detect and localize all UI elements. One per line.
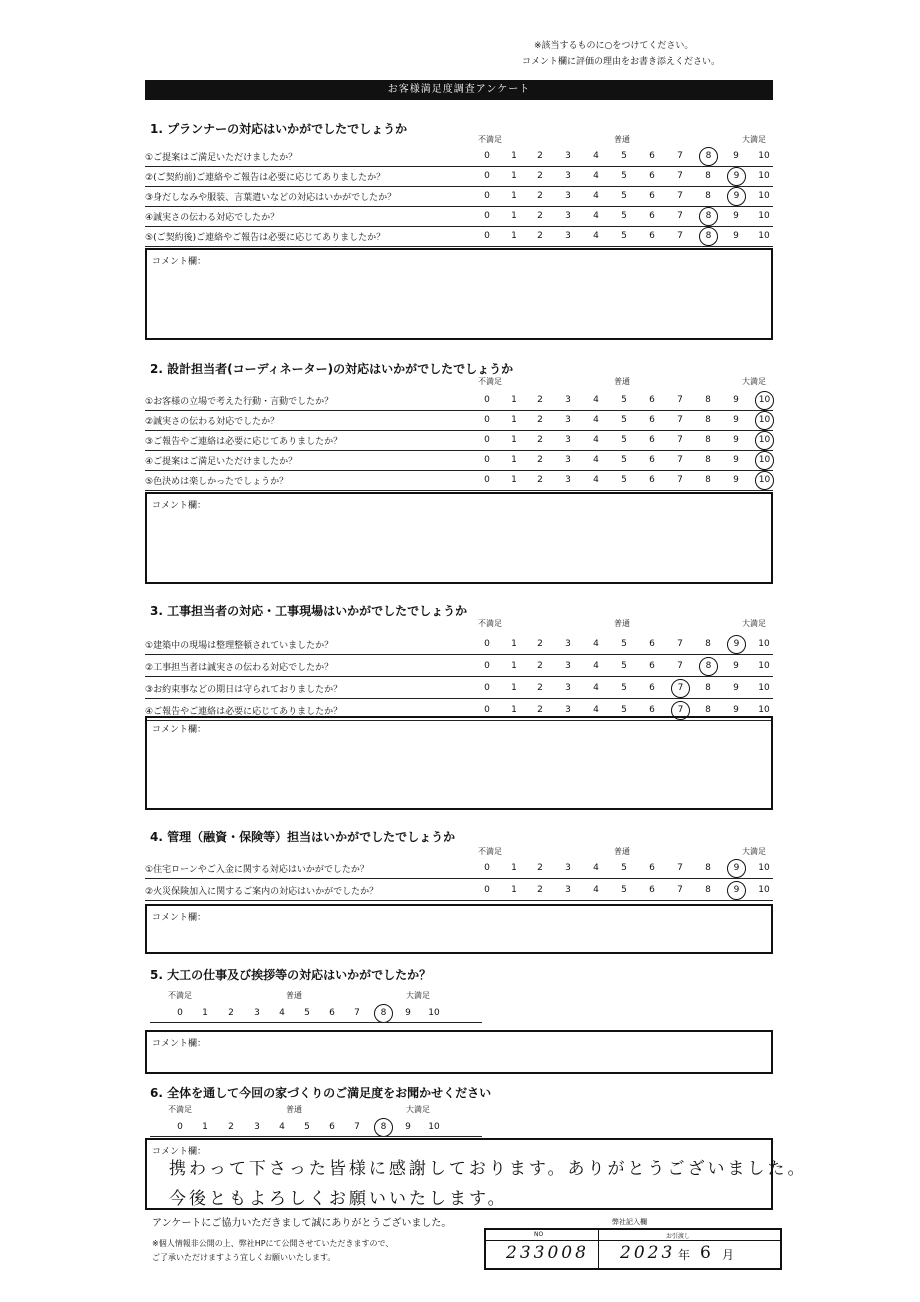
rating-option[interactable]: 5	[621, 475, 627, 485]
rating-option[interactable]: 0	[484, 191, 490, 201]
rating-option[interactable]: 1	[511, 151, 517, 161]
rating-underline	[150, 1136, 482, 1137]
rating-option[interactable]: 4	[593, 475, 599, 485]
scale-mid-label: 普通	[286, 991, 302, 1000]
question-text: ②火災保険加入に関するご案内の対応はいかがでしたか？	[145, 887, 379, 897]
rating-option[interactable]: 5	[621, 191, 627, 201]
question-text: ①建築中の現場は整理整頓されていましたか？	[145, 641, 334, 651]
rating-option[interactable]: 8	[705, 455, 711, 465]
rating-option[interactable]: 7	[677, 885, 683, 895]
rating-option[interactable]: 9	[405, 1122, 411, 1132]
rating-option[interactable]: 1	[202, 1008, 208, 1018]
rating-option[interactable]: 8	[705, 415, 711, 425]
rating-option[interactable]: 2	[537, 395, 543, 405]
rating-option[interactable]: 6	[649, 661, 655, 671]
rating-option[interactable]: 4	[593, 661, 599, 671]
scale-high-label: 大満足	[742, 619, 766, 628]
section-title: 2. 設計担当者(コーディネーター)の対応はいかがでしたでしょうか	[150, 362, 514, 376]
question-text: ②(ご契約前)ご連絡やご報告は必要に応じてありましたか？	[145, 173, 386, 183]
rating-option[interactable]: 2	[537, 863, 543, 873]
rating-option-selected[interactable]: 9	[727, 635, 746, 654]
scale-low-label: 不満足	[168, 1105, 192, 1114]
rating-option[interactable]: 5	[621, 415, 627, 425]
rating-option[interactable]: 9	[733, 455, 739, 465]
section-title: 5. 大工の仕事及び挨拶等の対応はいかがでしたか？	[150, 968, 432, 982]
rating-option-selected[interactable]: 8	[699, 657, 718, 676]
question-text: ①住宅ローンやご入金に関する対応はいかがでしたか？	[145, 865, 369, 875]
rating-option-selected[interactable]: 10	[755, 431, 774, 450]
rating-option[interactable]: 2	[537, 705, 543, 715]
rating-option[interactable]: 7	[677, 231, 683, 241]
rating-option-selected[interactable]: 9	[727, 859, 746, 878]
rating-option[interactable]: 10	[758, 211, 770, 221]
rating-option[interactable]: 2	[228, 1008, 234, 1018]
scale-high-label: 大満足	[742, 377, 766, 386]
rating-option[interactable]: 3	[565, 661, 571, 671]
rating-option[interactable]: 2	[537, 455, 543, 465]
rating-option[interactable]: 10	[758, 863, 770, 873]
rating-option[interactable]: 9	[733, 683, 739, 693]
privacy-note: ※個人情報非公開の上、弊社HPにて公開させていただきますので、	[152, 1239, 394, 1248]
rating-option[interactable]: 6	[649, 475, 655, 485]
rating-option[interactable]: 1	[511, 639, 517, 649]
instruction-note: コメント欄に評価の理由をお書き添えください。	[522, 57, 721, 67]
rating-option[interactable]: 10	[758, 191, 770, 201]
rating-option[interactable]: 5	[621, 171, 627, 181]
rating-option[interactable]: 9	[733, 705, 739, 715]
rating-option[interactable]: 2	[537, 171, 543, 181]
scale-mid-label: 普通	[614, 135, 630, 144]
rating-option[interactable]: 2	[537, 415, 543, 425]
thanks-text: アンケートにご協力いただきまして誠にありがとうございました。	[152, 1218, 452, 1229]
rating-option[interactable]: 3	[565, 863, 571, 873]
rating-option-selected[interactable]: 10	[755, 471, 774, 490]
rating-option[interactable]: 8	[705, 639, 711, 649]
rating-option[interactable]: 6	[649, 231, 655, 241]
rating-option[interactable]: 3	[565, 415, 571, 425]
rating-option[interactable]: 1	[511, 435, 517, 445]
rating-option[interactable]: 1	[202, 1122, 208, 1132]
rating-option[interactable]: 7	[677, 639, 683, 649]
rating-option[interactable]: 2	[537, 191, 543, 201]
rating-option-selected[interactable]: 9	[727, 881, 746, 900]
question-text: ④誠実さの伝わる対応でしたか？	[145, 213, 280, 223]
rating-option[interactable]: 3	[565, 171, 571, 181]
handover-year: 2023	[620, 1243, 676, 1263]
rating-option[interactable]: 1	[511, 191, 517, 201]
rating-option[interactable]: 7	[677, 415, 683, 425]
rating-option[interactable]: 10	[428, 1122, 440, 1132]
no-label: NO	[534, 1231, 544, 1238]
rating-option[interactable]: 2	[537, 151, 543, 161]
rating-option-selected[interactable]: 10	[755, 391, 774, 410]
rating-option[interactable]: 3	[565, 151, 571, 161]
comment-label: コメント欄：	[152, 725, 207, 735]
rating-option-selected[interactable]: 8	[374, 1004, 393, 1023]
question-text: ①ご提案はご満足いただけましたか？	[145, 153, 298, 163]
comment-label: コメント欄：	[152, 913, 207, 923]
rating-option[interactable]: 8	[705, 683, 711, 693]
rating-option[interactable]: 9	[733, 231, 739, 241]
rating-option[interactable]: 5	[621, 211, 627, 221]
rating-option[interactable]: 0	[484, 863, 490, 873]
rating-option[interactable]: 0	[484, 415, 490, 425]
office-use-box	[484, 1228, 782, 1270]
rating-option[interactable]: 10	[758, 885, 770, 895]
rating-option[interactable]: 10	[758, 151, 770, 161]
question-text: ①お客様の立場で考えた行動・言動でしたか？	[145, 397, 334, 407]
rating-option[interactable]: 0	[484, 151, 490, 161]
scale-high-label: 大満足	[742, 135, 766, 144]
scale-mid-label: 普通	[614, 847, 630, 856]
rating-option[interactable]: 2	[228, 1122, 234, 1132]
rating-option[interactable]: 7	[677, 211, 683, 221]
comment-box-4[interactable]	[145, 904, 773, 954]
handwritten-comment: 携わって下さった皆様に感謝しております。ありがとうございました。	[169, 1159, 808, 1179]
rating-option-selected[interactable]: 7	[671, 679, 690, 698]
rating-option[interactable]: 4	[279, 1008, 285, 1018]
instruction-note: ※該当するものに○をつけてください。	[534, 41, 694, 51]
rating-option[interactable]: 9	[733, 151, 739, 161]
rating-option[interactable]: 4	[593, 191, 599, 201]
rating-option[interactable]: 2	[537, 435, 543, 445]
comment-label: コメント欄：	[152, 257, 207, 267]
rating-option[interactable]: 3	[565, 683, 571, 693]
rating-option[interactable]: 4	[593, 705, 599, 715]
rating-option[interactable]: 7	[677, 151, 683, 161]
rating-option[interactable]: 10	[758, 683, 770, 693]
rating-option-selected[interactable]: 9	[727, 167, 746, 186]
scale-low-label: 不満足	[478, 135, 502, 144]
rating-option[interactable]: 4	[593, 863, 599, 873]
rating-option[interactable]: 0	[484, 395, 490, 405]
rating-option[interactable]: 8	[705, 863, 711, 873]
rating-option[interactable]: 5	[621, 639, 627, 649]
rating-option[interactable]: 2	[537, 661, 543, 671]
rating-option[interactable]: 8	[705, 435, 711, 445]
rating-option[interactable]: 2	[537, 683, 543, 693]
rating-option[interactable]: 4	[593, 171, 599, 181]
rating-option[interactable]: 7	[677, 435, 683, 445]
rating-option[interactable]: 4	[593, 639, 599, 649]
rating-option[interactable]: 2	[537, 211, 543, 221]
rating-option[interactable]: 3	[254, 1122, 260, 1132]
section-title: 1. プランナーの対応はいかがでしたでしょうか	[150, 122, 408, 136]
rating-option[interactable]: 5	[621, 705, 627, 715]
rating-option[interactable]: 4	[593, 395, 599, 405]
rating-option[interactable]: 4	[593, 885, 599, 895]
comment-box-3[interactable]	[145, 716, 773, 810]
rating-option[interactable]: 3	[565, 211, 571, 221]
record-number: 233008	[506, 1243, 589, 1263]
rating-option[interactable]: 4	[593, 455, 599, 465]
scale-mid-label: 普通	[614, 619, 630, 628]
rating-option[interactable]: 5	[621, 885, 627, 895]
rating-option[interactable]: 6	[649, 395, 655, 405]
rating-option[interactable]: 0	[484, 705, 490, 715]
month-unit: 月	[722, 1248, 735, 1262]
scale-high-label: 大満足	[406, 991, 430, 1000]
scale-low-label: 不満足	[478, 847, 502, 856]
rating-option[interactable]: 0	[484, 435, 490, 445]
rating-option[interactable]: 9	[733, 661, 739, 671]
office-use-label: 弊社記入欄	[612, 1218, 647, 1226]
rating-option[interactable]: 0	[484, 661, 490, 671]
rating-option[interactable]: 1	[511, 661, 517, 671]
rating-option[interactable]: 9	[405, 1008, 411, 1018]
section-title: 3. 工事担当者の対応・工事現場はいかがでしたでしょうか	[150, 604, 468, 618]
rating-option[interactable]: 5	[621, 435, 627, 445]
question-text: ②工事担当者は誠実さの伝わる対応でしたか？	[145, 663, 334, 673]
rating-option[interactable]: 5	[621, 151, 627, 161]
rating-option[interactable]: 10	[758, 639, 770, 649]
question-text: ③ご報告やご連絡は必要に応じてありましたか？	[145, 437, 343, 447]
rating-option[interactable]: 3	[565, 455, 571, 465]
scale-mid-label: 普通	[286, 1105, 302, 1114]
question-text: ④ご報告やご連絡は必要に応じてありましたか？	[145, 707, 343, 717]
rating-option[interactable]: 6	[649, 211, 655, 221]
rating-option[interactable]: 3	[254, 1008, 260, 1018]
question-text: ⑤(ご契約後)ご連絡やご報告は必要に応じてありましたか？	[145, 233, 386, 243]
rating-option[interactable]: 5	[621, 395, 627, 405]
rating-option[interactable]: 1	[511, 415, 517, 425]
rating-option[interactable]: 2	[537, 885, 543, 895]
rating-option[interactable]: 3	[565, 435, 571, 445]
rating-option[interactable]: 2	[537, 639, 543, 649]
handover-label: お引渡し	[666, 1233, 691, 1240]
rating-option[interactable]: 5	[621, 231, 627, 241]
rating-option[interactable]: 1	[511, 211, 517, 221]
rating-option[interactable]: 3	[565, 395, 571, 405]
privacy-note: ご了承いただけますよう宜しくお願いいたします。	[152, 1253, 336, 1262]
question-text: ③お約束事などの期日は守られておりましたか？	[145, 685, 343, 695]
rating-option[interactable]: 0	[484, 683, 490, 693]
rating-option[interactable]: 0	[484, 885, 490, 895]
rating-option[interactable]: 1	[511, 455, 517, 465]
rating-option[interactable]: 4	[593, 231, 599, 241]
rating-option[interactable]: 0	[484, 231, 490, 241]
rating-option-selected[interactable]: 8	[699, 207, 718, 226]
rating-option[interactable]: 0	[484, 211, 490, 221]
rating-option[interactable]: 1	[511, 863, 517, 873]
rating-option[interactable]: 8	[705, 705, 711, 715]
rating-option[interactable]: 6	[649, 455, 655, 465]
comment-label: コメント欄：	[152, 501, 207, 511]
rating-option[interactable]: 1	[511, 885, 517, 895]
rating-option[interactable]: 8	[705, 171, 711, 181]
rating-option[interactable]: 4	[593, 151, 599, 161]
rating-option[interactable]: 1	[511, 683, 517, 693]
rating-option[interactable]: 9	[733, 211, 739, 221]
comment-label: コメント欄：	[152, 1039, 207, 1049]
rating-option[interactable]: 1	[511, 231, 517, 241]
rating-option[interactable]: 5	[304, 1122, 310, 1132]
rating-option[interactable]: 5	[621, 863, 627, 873]
rating-option[interactable]: 6	[649, 151, 655, 161]
scale-mid-label: 普通	[614, 377, 630, 386]
question-text: ③身だしなみや服装、言葉遣いなどの対応はいかがでしたか？	[145, 193, 397, 203]
comment-box-1[interactable]	[145, 248, 773, 340]
question-text: ②誠実さの伝わる対応でしたか？	[145, 417, 280, 427]
question-text: ⑤色決めは楽しかったでしょうか？	[145, 477, 289, 487]
rating-option[interactable]: 9	[733, 415, 739, 425]
rating-option-selected[interactable]: 10	[755, 411, 774, 430]
rating-option[interactable]: 5	[304, 1008, 310, 1018]
rating-option[interactable]: 3	[565, 231, 571, 241]
rating-option[interactable]: 7	[677, 171, 683, 181]
rating-option[interactable]: 7	[677, 455, 683, 465]
rating-option[interactable]: 9	[733, 475, 739, 485]
rating-option[interactable]: 6	[649, 191, 655, 201]
rating-option[interactable]: 8	[705, 395, 711, 405]
rating-option[interactable]: 4	[593, 683, 599, 693]
rating-option[interactable]: 5	[621, 455, 627, 465]
rating-option[interactable]: 3	[565, 475, 571, 485]
rating-option[interactable]: 1	[511, 395, 517, 405]
rating-option[interactable]: 6	[649, 705, 655, 715]
rating-option-selected[interactable]: 9	[727, 187, 746, 206]
rating-option[interactable]: 7	[677, 191, 683, 201]
rating-option-selected[interactable]: 7	[671, 701, 690, 720]
rating-underline	[150, 1022, 482, 1023]
handwritten-comment: 今後ともよろしくお願いいたします。	[169, 1189, 508, 1209]
rating-option[interactable]: 1	[511, 171, 517, 181]
rating-option[interactable]: 6	[329, 1122, 335, 1132]
comment-box-6[interactable]	[145, 1138, 808, 1210]
handover-month: 6	[700, 1243, 714, 1263]
rating-option[interactable]: 10	[758, 705, 770, 715]
survey-title: お客様満足度調査アンケート	[145, 80, 773, 100]
rating-option[interactable]: 3	[565, 885, 571, 895]
year-unit: 年	[678, 1248, 691, 1262]
rating-option[interactable]: 6	[649, 863, 655, 873]
rating-option[interactable]: 0	[484, 475, 490, 485]
rating-option[interactable]: 3	[565, 705, 571, 715]
rating-option[interactable]: 8	[705, 191, 711, 201]
scale-low-label: 不満足	[168, 991, 192, 1000]
rating-option[interactable]: 5	[621, 683, 627, 693]
rating-option[interactable]: 4	[593, 415, 599, 425]
comment-box-5[interactable]	[145, 1030, 773, 1074]
rating-option[interactable]: 10	[758, 231, 770, 241]
rating-option-selected[interactable]: 8	[699, 147, 718, 166]
rating-option[interactable]: 1	[511, 705, 517, 715]
rating-option[interactable]: 7	[677, 475, 683, 485]
rating-option[interactable]: 4	[593, 435, 599, 445]
rating-option[interactable]: 1	[511, 475, 517, 485]
rating-option[interactable]: 0	[177, 1122, 183, 1132]
rating-option[interactable]: 2	[537, 231, 543, 241]
rating-option[interactable]: 10	[428, 1008, 440, 1018]
rating-option-selected[interactable]: 8	[699, 227, 718, 246]
rating-option[interactable]: 6	[649, 885, 655, 895]
rating-option[interactable]: 10	[758, 171, 770, 181]
question-text: ④ご提案はご満足いただけましたか？	[145, 457, 298, 467]
scale-low-label: 不満足	[478, 377, 502, 386]
rating-option[interactable]: 5	[621, 661, 627, 671]
scale-low-label: 不満足	[478, 619, 502, 628]
rating-option[interactable]: 7	[677, 863, 683, 873]
scale-high-label: 大満足	[406, 1105, 430, 1114]
rating-option[interactable]: 8	[705, 475, 711, 485]
rating-option[interactable]: 7	[677, 661, 683, 671]
rating-option[interactable]: 7	[354, 1122, 360, 1132]
rating-option[interactable]: 3	[565, 191, 571, 201]
rating-option[interactable]: 0	[484, 455, 490, 465]
rating-option-selected[interactable]: 10	[755, 451, 774, 470]
rating-option[interactable]: 7	[354, 1008, 360, 1018]
rating-option[interactable]: 6	[649, 683, 655, 693]
comment-box-2[interactable]	[145, 492, 773, 584]
rating-option[interactable]: 6	[649, 171, 655, 181]
rating-option[interactable]: 0	[484, 171, 490, 181]
rating-option[interactable]: 9	[733, 435, 739, 445]
section-title: 4. 管理（融資・保険等）担当はいかがでしたでしょうか	[150, 830, 456, 844]
rating-option[interactable]: 6	[649, 435, 655, 445]
comment-label: コメント欄：	[152, 1147, 207, 1157]
rating-option[interactable]: 4	[593, 211, 599, 221]
rating-option[interactable]: 7	[677, 395, 683, 405]
rating-option[interactable]: 3	[565, 639, 571, 649]
rating-option[interactable]: 6	[649, 415, 655, 425]
rating-option[interactable]: 2	[537, 475, 543, 485]
rating-option[interactable]: 9	[733, 395, 739, 405]
rating-option[interactable]: 6	[329, 1008, 335, 1018]
rating-option[interactable]: 8	[705, 885, 711, 895]
rating-option[interactable]: 0	[177, 1008, 183, 1018]
scale-high-label: 大満足	[742, 847, 766, 856]
rating-option[interactable]: 10	[758, 661, 770, 671]
rating-option-selected[interactable]: 8	[374, 1118, 393, 1137]
rating-option[interactable]: 4	[279, 1122, 285, 1132]
section-title: 6. 全体を通して今回の家づくりのご満足度をお聞かせください	[150, 1086, 492, 1100]
rating-option[interactable]: 0	[484, 639, 490, 649]
rating-option[interactable]: 6	[649, 639, 655, 649]
